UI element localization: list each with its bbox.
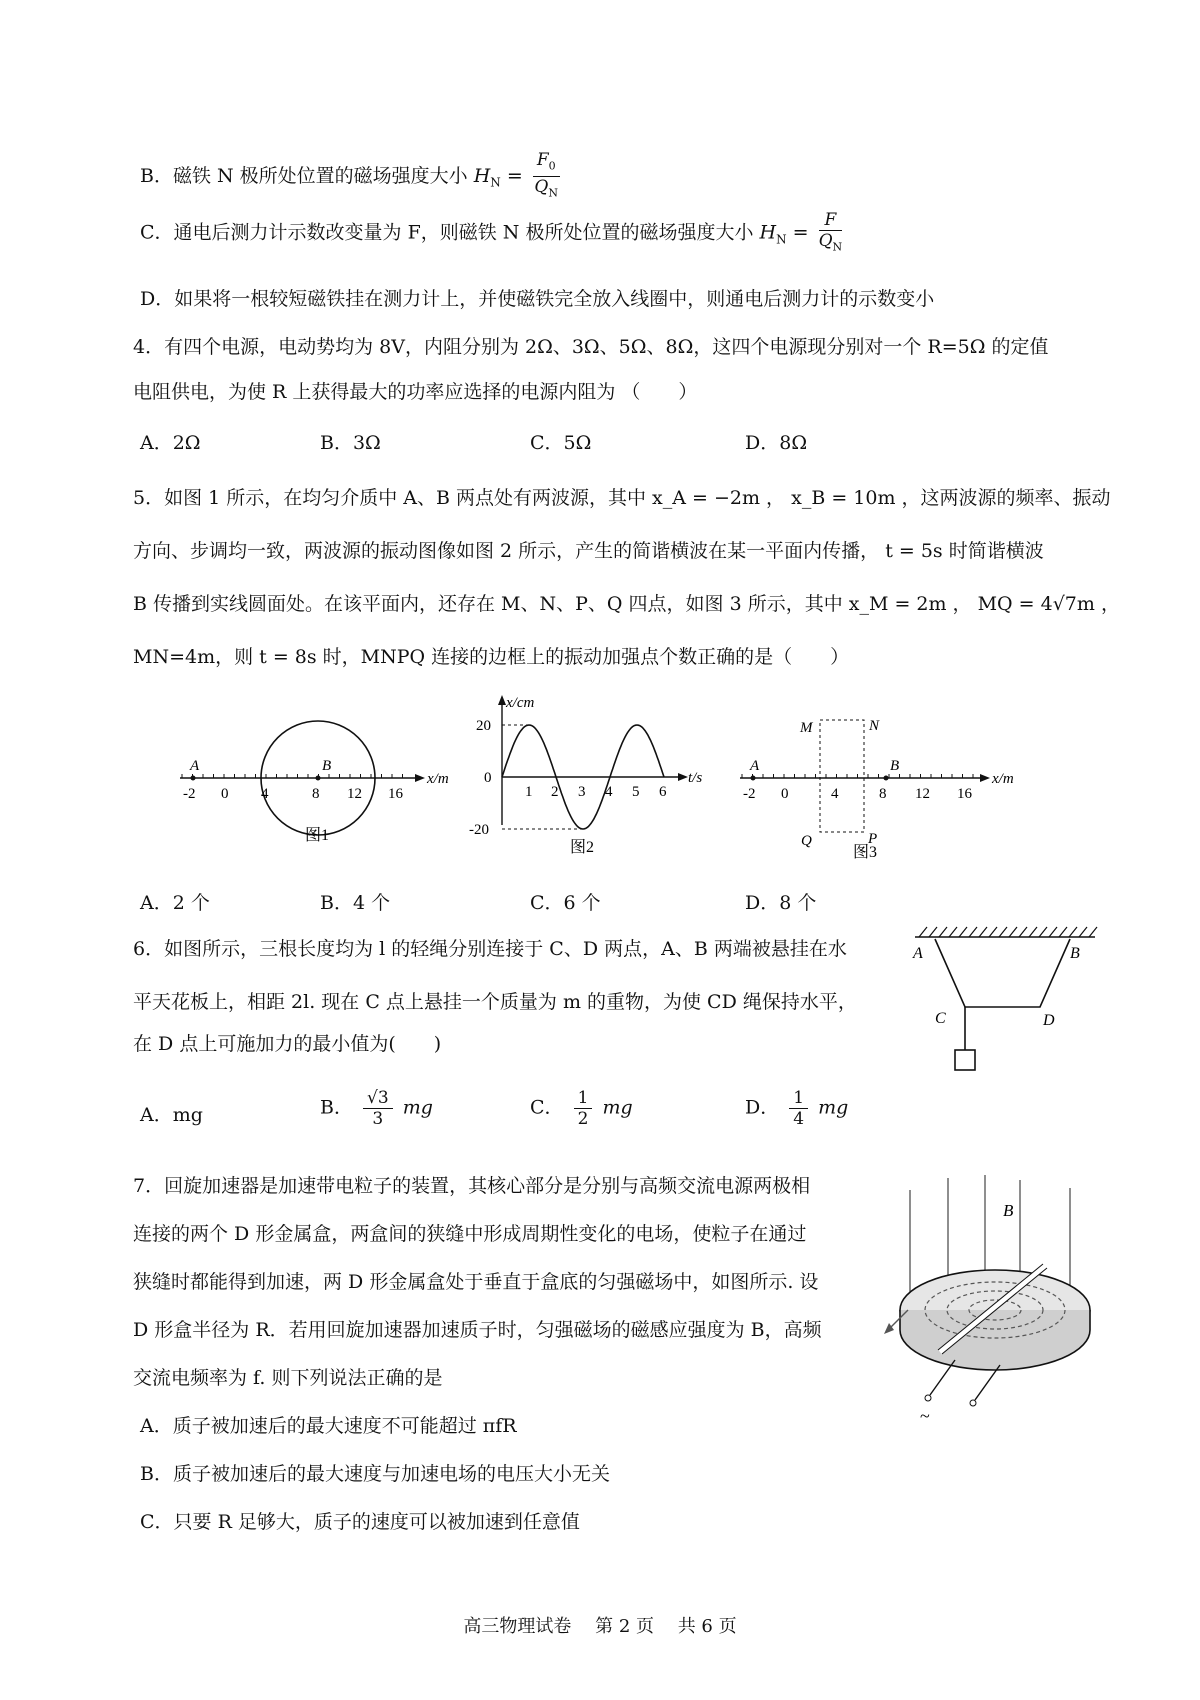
x-axis-arrow bbox=[415, 774, 425, 782]
hatch-line bbox=[1049, 927, 1057, 937]
q5-stem-line1: 5．如图 1 所示，在均匀介质中 A、B 两点处有两波源，其中 x_A = −2m ， x_B = 10m ，这两波源的频率、振动 bbox=[133, 487, 1111, 509]
q3-option-c bbox=[140, 210, 846, 257]
label-b: B bbox=[890, 758, 900, 774]
symbol-h: H bbox=[473, 164, 491, 187]
hatch-line bbox=[1009, 927, 1017, 937]
axis-label: x/m bbox=[992, 771, 1014, 787]
tick-label: 8 bbox=[879, 786, 887, 802]
figure-3 bbox=[735, 700, 1035, 861]
label-a: A bbox=[190, 758, 200, 774]
q7-stem-line3: 狭缝时都能得到加速，两 D 形金属盒处于垂直于盒底的匀强磁场中，如图所示. 设 bbox=[133, 1271, 819, 1293]
point-b bbox=[316, 776, 321, 781]
q7-option-b: B．质子被加速后的最大速度与加速电场的电压大小无关 bbox=[140, 1463, 610, 1485]
hatch-line bbox=[929, 927, 937, 937]
hatch-line bbox=[1059, 927, 1067, 937]
tick-label: 3 bbox=[578, 784, 586, 800]
figure-caption: 图2 bbox=[570, 839, 595, 856]
y-axis-arrow bbox=[498, 695, 506, 705]
tick-label: 4 bbox=[605, 784, 613, 800]
label-b: B bbox=[1070, 945, 1080, 962]
figure-1 bbox=[175, 700, 465, 850]
point-b bbox=[884, 776, 889, 781]
tick-label: 1 bbox=[525, 784, 533, 800]
hatch-line bbox=[959, 927, 967, 937]
hatch-line bbox=[939, 927, 947, 937]
frac-den: 3 bbox=[372, 1109, 384, 1129]
point-a bbox=[191, 776, 196, 781]
hatch-line bbox=[1069, 927, 1077, 937]
hatch-line bbox=[919, 927, 927, 937]
figure-caption: 图3 bbox=[853, 844, 878, 861]
rope-system bbox=[935, 939, 1070, 1007]
q5-option-d: D．8 个 bbox=[745, 892, 817, 914]
q4-option-a: A．2Ω bbox=[140, 432, 201, 454]
y-axis-label: x/cm bbox=[506, 695, 535, 711]
label-p: P bbox=[868, 831, 878, 847]
option-tail: mg bbox=[818, 1096, 849, 1119]
q7-option-c: C．只要 R 足够大，质子的速度可以被加速到任意值 bbox=[140, 1511, 580, 1533]
tick-label: 0 bbox=[781, 786, 789, 802]
q5-option-c: C．6 个 bbox=[530, 892, 601, 914]
equals: = bbox=[792, 221, 809, 244]
frac-den-sub: N bbox=[832, 240, 843, 254]
frac-den: 4 bbox=[793, 1109, 805, 1129]
q6-option-a: A．mg bbox=[140, 1104, 203, 1126]
frac-den: 2 bbox=[577, 1109, 589, 1129]
tick-label: 20 bbox=[476, 718, 491, 734]
option-tail: mg bbox=[602, 1096, 633, 1119]
terminal bbox=[970, 1400, 976, 1406]
tick-label: 12 bbox=[915, 786, 930, 802]
frac-num-sub: 0 bbox=[548, 159, 556, 173]
hatch-line bbox=[979, 927, 987, 937]
tick-label: 12 bbox=[347, 786, 362, 802]
label-a: A bbox=[913, 945, 923, 962]
q3-option-b bbox=[140, 150, 564, 204]
hatch-line bbox=[1089, 927, 1097, 937]
hatch-line bbox=[999, 927, 1007, 937]
option-label: D． bbox=[745, 1096, 780, 1119]
frac-num: √3 bbox=[363, 1088, 393, 1109]
fraction bbox=[574, 1088, 593, 1129]
tick-label: 16 bbox=[957, 786, 972, 802]
q4-option-c: C．5Ω bbox=[530, 432, 592, 454]
q4-stem-line1: 4．有四个电源，电动势均为 8V，内阻分别为 2Ω、3Ω、5Ω、8Ω，这四个电源现分别对一个 R=5Ω 的定值 bbox=[133, 336, 1049, 358]
option-label: C． bbox=[530, 1096, 564, 1119]
tick-label: 0 bbox=[484, 770, 492, 786]
tick-label: -20 bbox=[469, 822, 489, 838]
q6-figure bbox=[905, 925, 1105, 1085]
x-axis-label: t/s bbox=[688, 770, 703, 786]
fraction bbox=[363, 1088, 393, 1129]
tick-label: 8 bbox=[312, 786, 320, 802]
q5-stem-line3: B 传播到实线圆面处。在该平面内，还存在 M、N、P、Q 四点，如图 3 所示，其中 x_M = 2m ， MQ = 4√7m ， bbox=[133, 593, 1120, 615]
x-axis-arrow bbox=[980, 774, 990, 782]
fraction bbox=[819, 210, 843, 257]
q6-stem-line1: 6．如图所示，三根长度均为 l 的轻绳分别连接于 C、D 两点，A、B 两端被悬挂在水 bbox=[133, 938, 847, 960]
tick-label: 4 bbox=[831, 786, 839, 802]
q5-stem-line4: MN=4m，则 t = 8s 时，MNPQ 连接的边框上的振动加强点个数正确的是（ ） bbox=[133, 646, 850, 668]
tick-label: 4 bbox=[261, 786, 269, 802]
hatch-line bbox=[949, 927, 957, 937]
q3-option-b-text: B．磁铁 N 极所处位置的磁场强度大小 bbox=[140, 164, 468, 187]
ac-symbol: ~ bbox=[920, 1406, 930, 1426]
label-b: B bbox=[322, 758, 332, 774]
frac-den: Q bbox=[534, 177, 549, 198]
lead-wire bbox=[930, 1360, 955, 1395]
figure-2 bbox=[470, 695, 720, 855]
symbol-h-sub: N bbox=[490, 175, 501, 190]
label-b: B bbox=[1003, 1201, 1014, 1220]
tick-label: 5 bbox=[632, 784, 640, 800]
q7-stem-line4: D 形盒半径为 R．若用回旋加速器加速质子时，匀强磁场的磁感应强度为 B，高频 bbox=[133, 1319, 822, 1341]
ceiling-hatch bbox=[919, 927, 1097, 937]
q6-stem-line3: 在 D 点上可施加力的最小值为( ) bbox=[133, 1033, 442, 1055]
symbol-h: H bbox=[759, 221, 777, 244]
tick-label: 16 bbox=[388, 786, 403, 802]
symbol-h-sub: N bbox=[776, 232, 787, 247]
q4-option-d: D．8Ω bbox=[745, 432, 808, 454]
q5-stem-line2: 方向、步调均一致，两波源的振动图像如图 2 所示，产生的简谐横波在某一平面内传播， t = 5s 时简谐横波 bbox=[133, 540, 1044, 562]
fraction bbox=[789, 1088, 808, 1129]
label-d: D bbox=[1043, 1012, 1055, 1029]
label-q: Q bbox=[801, 833, 812, 849]
q5-option-b: B．4 个 bbox=[320, 892, 391, 914]
frac-num: F bbox=[536, 150, 549, 170]
tick-label: 2 bbox=[551, 784, 559, 800]
q5-option-a: A．2 个 bbox=[140, 892, 210, 914]
frac-num: 1 bbox=[789, 1088, 808, 1109]
equals: = bbox=[506, 164, 523, 187]
q7-stem-line2: 连接的两个 D 形金属盒，两盒间的狭缝中形成周期性变化的电场，使粒子在通过 bbox=[133, 1223, 807, 1245]
q7-stem-line1: 7．回旋加速器是加速带电粒子的装置，其核心部分是分别与高频交流电源两极相 bbox=[133, 1175, 811, 1197]
axis-label: x/m bbox=[427, 771, 449, 787]
q4-stem-line2: 电阻供电，为使 R 上获得最大的功率应选择的电源内阻为 （ ） bbox=[133, 381, 698, 403]
q7-stem-line5: 交流电频率为 f. 则下列说法正确的是 bbox=[133, 1367, 443, 1389]
hatch-line bbox=[1079, 927, 1087, 937]
hatch-line bbox=[989, 927, 997, 937]
frac-den: Q bbox=[818, 231, 833, 251]
hatch-line bbox=[1029, 927, 1037, 937]
q7-cyclotron-figure bbox=[880, 1170, 1110, 1430]
q6-stem-line2: 平天花板上，相距 2l. 现在 C 点上悬挂一个质量为 m 的重物，为使 CD 绳保持水平， bbox=[133, 991, 857, 1013]
page-footer: 高三物理试卷 第 2 页 共 6 页 bbox=[463, 1616, 737, 1637]
tick-label: 6 bbox=[659, 784, 667, 800]
x-axis-arrow bbox=[678, 773, 688, 781]
hatch-line bbox=[969, 927, 977, 937]
figure-caption: 图1 bbox=[305, 827, 330, 844]
option-label: B． bbox=[320, 1096, 353, 1119]
frac-num: 1 bbox=[574, 1088, 593, 1109]
label-n: N bbox=[869, 718, 880, 734]
frac-den-sub: N bbox=[548, 186, 558, 200]
q6-option-c bbox=[530, 1088, 633, 1129]
q7-option-a: A．质子被加速后的最大速度不可能超过 πfR bbox=[140, 1415, 517, 1437]
label-c: C bbox=[935, 1010, 946, 1027]
q3-option-d: D．如果将一根较短磁铁挂在测力计上，并使磁铁完全放入线圈中，则通电后测力计的示数变小 bbox=[140, 288, 935, 310]
q6-option-d bbox=[745, 1088, 848, 1129]
option-tail: mg bbox=[402, 1096, 433, 1119]
q6-option-b bbox=[320, 1088, 433, 1129]
tick-label: -2 bbox=[743, 786, 756, 802]
hatch-line bbox=[1039, 927, 1047, 937]
weight-box bbox=[955, 1050, 975, 1070]
label-a: A bbox=[750, 758, 760, 774]
tick-label: 0 bbox=[221, 786, 229, 802]
hatch-line bbox=[1019, 927, 1027, 937]
terminal bbox=[925, 1395, 931, 1401]
q4-option-b: B．3Ω bbox=[320, 432, 381, 454]
q3-option-c-text: C．通电后测力计示数改变量为 F，则磁铁 N 极所处位置的磁场强度大小 bbox=[140, 221, 754, 244]
fraction bbox=[533, 150, 560, 204]
tick-label: -2 bbox=[183, 786, 196, 802]
point-a bbox=[751, 776, 756, 781]
frac-num: F bbox=[824, 210, 837, 230]
label-m: M bbox=[800, 720, 813, 736]
